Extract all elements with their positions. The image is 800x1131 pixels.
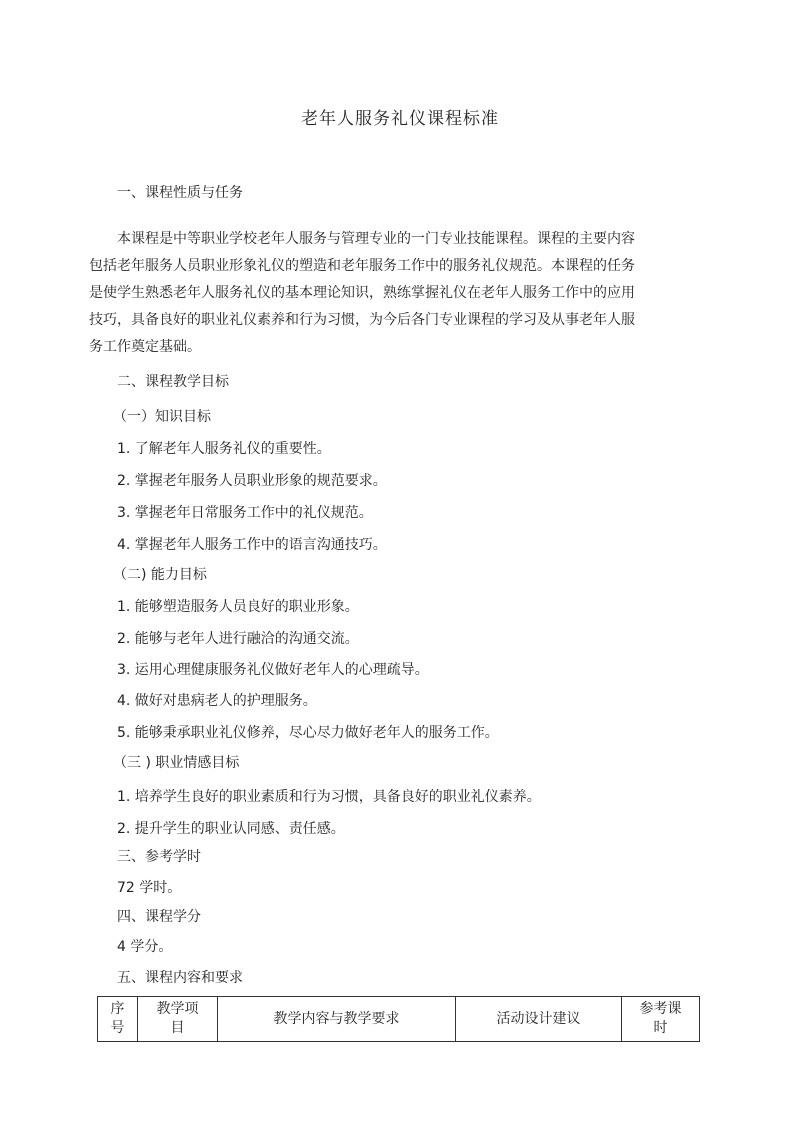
header-text: 时 (653, 1020, 668, 1036)
knowledge-item: 1. 了解老年人服务礼仪的重要性。 (117, 441, 331, 457)
paragraph-line: 包括老年服务人员职业形象礼仪的塑造和老年服务工作中的服务礼仪规范。本课程的任务 (89, 258, 635, 274)
emotion-item: 2. 提升学生的职业认同感、责任感。 (117, 821, 345, 837)
header-text: 活动设计建议 (496, 1010, 581, 1027)
knowledge-item: 2. 掌握老年服务人员职业形象的规范要求。 (117, 473, 387, 489)
course-content-table (97, 996, 700, 1042)
subheading-emotion: （三 ) 职业情感目标 (113, 755, 240, 771)
header-cell-activity (456, 997, 622, 1042)
header-text: 教学内容与教学要求 (273, 1010, 400, 1027)
hours-value: 72 学时。 (117, 880, 182, 896)
header-text: 序 (110, 1001, 125, 1017)
paragraph-line: 是使学生熟悉老年人服务礼仪的基本理论知识，熟练掌握礼仪在老年人服务工作中的应用 (89, 285, 635, 301)
credits-value: 4 学分。 (117, 939, 173, 955)
header-cell-content (218, 997, 456, 1042)
table-header-row (98, 997, 700, 1042)
section-heading-content: 五、课程内容和要求 (117, 970, 243, 986)
knowledge-item: 3. 掌握老年日常服务工作中的礼仪规范。 (117, 505, 373, 521)
ability-item: 1. 能够塑造服务人员良好的职业形象。 (117, 599, 359, 615)
ability-item: 5. 能够秉承职业礼仪修养，尽心尽力做好老年人的服务工作。 (117, 725, 499, 741)
paragraph-line: 本课程是中等职业学校老年人服务与管理专业的一门专业技能课程。课程的主要内容 (117, 231, 635, 247)
header-cell-hours (622, 997, 700, 1042)
paragraph-line: 务工作奠定基础。 (89, 339, 201, 355)
course-nature-paragraph (89, 226, 677, 361)
section-heading-hours: 三、参考学时 (117, 849, 201, 865)
header-text: 教学项 (156, 1001, 199, 1017)
ability-item: 3. 运用心理健康服务礼仪做好老年人的心理疏导。 (117, 662, 429, 678)
section-heading-credits: 四、课程学分 (117, 909, 201, 925)
header-text: 参考课 (639, 1001, 682, 1017)
header-cell-project (138, 997, 218, 1042)
knowledge-item: 4. 掌握老年人服务工作中的语言沟通技巧。 (117, 537, 387, 553)
paragraph-line: 技巧，具备良好的职业礼仪素养和行为习惯，为今后各门专业课程的学习及从事老年人服 (89, 312, 635, 328)
header-text: 号 (110, 1020, 125, 1036)
subheading-ability: （二) 能力目标 (113, 567, 207, 583)
section-heading-nature: 一、课程性质与任务 (117, 185, 243, 201)
emotion-item: 1. 培养学生良好的职业素质和行为习惯，具备良好的职业礼仪素养。 (117, 789, 541, 805)
subheading-knowledge: （一）知识目标 (113, 409, 211, 425)
ability-item: 2. 能够与老年人进行融洽的沟通交流。 (117, 631, 359, 647)
ability-item: 4. 做好对患病老人的护理服务。 (117, 693, 317, 709)
section-heading-objectives: 二、课程教学目标 (117, 374, 229, 390)
page-title: 老年人服务礼仪课程标准 (301, 109, 499, 129)
header-cell-index (98, 997, 138, 1042)
header-text: 目 (170, 1020, 185, 1036)
